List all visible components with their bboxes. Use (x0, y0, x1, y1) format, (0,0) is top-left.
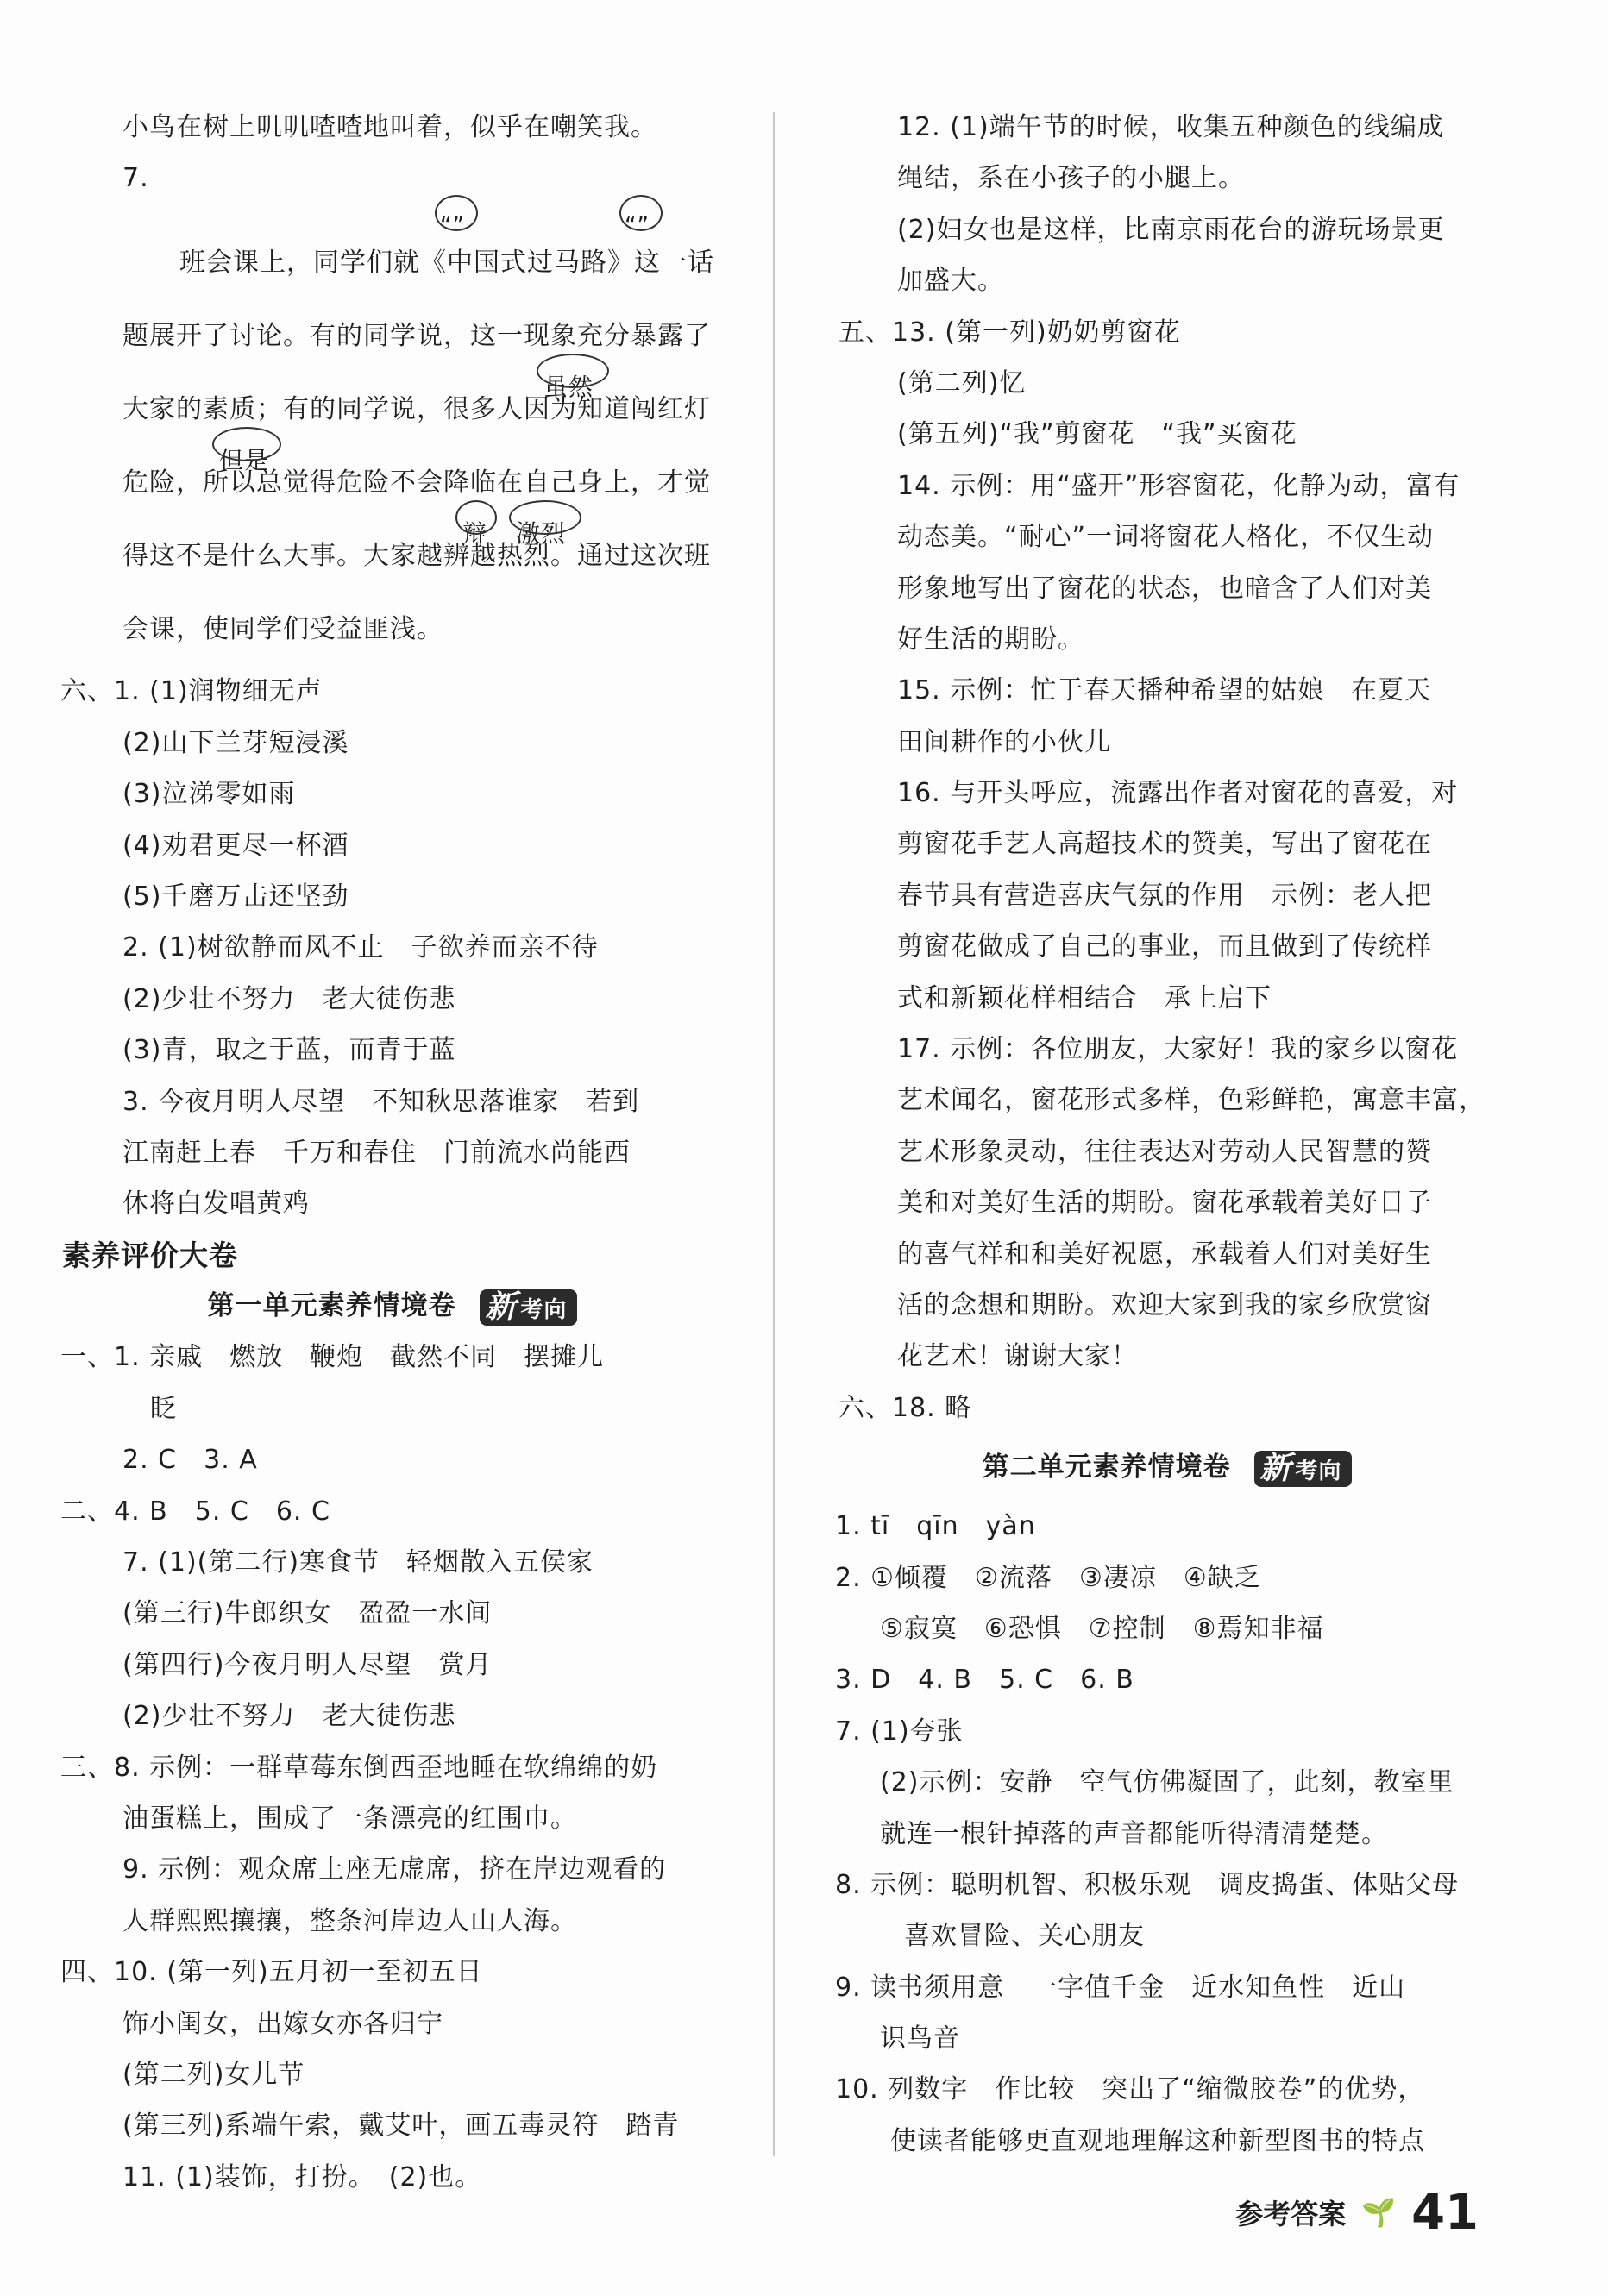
line-r7: 14. 示例：用“盛开”形容窗花，化静为动，富有 (897, 470, 1460, 501)
left-column (60, 102, 725, 2203)
quote-ring-2 (619, 195, 663, 231)
line-l6 (60, 519, 725, 593)
insert-bian: 辩 (462, 519, 488, 549)
page-number: 41 (1411, 2184, 1479, 2241)
line-l23: 2. C 3. A (122, 1445, 258, 1476)
unit1-heading (60, 1281, 725, 1332)
line-l37: 11. (1)装饰，打扮。 (2)也。 (122, 2161, 482, 2192)
line-l36: (第三列)系端午索，戴艾叶，画五毒灵符 踏青 (122, 2111, 680, 2142)
line-r12: 田间耕作的小伙儿 (897, 726, 1111, 757)
line-r2: (2)妇女也是这样，比南京雨花台的游玩场景更 (897, 214, 1445, 245)
unit2-title: 第二单元素养情境卷 (982, 1452, 1231, 1484)
line-l25: 7. (1)(第二行)寒食节 轻烟散入五侯家 (122, 1547, 594, 1578)
line-r21: 美和对美好生活的期盼。窗花承载着美好日子 (897, 1188, 1432, 1219)
line-r6: (第五列)“我”剪窗花 “我”买窗花 (897, 419, 1297, 450)
line-l28: (2)少壮不努力 老大徒伤悲 (122, 1701, 456, 1732)
line-l24: 二、4. B 5. C 6. C (60, 1496, 330, 1527)
sprout-icon: 🌱 (1361, 2196, 1397, 2229)
insert-suiran-ring (537, 354, 609, 388)
badge-small-1: 考向 (520, 1296, 568, 1323)
line-r11: 15. 示例：忙于春天播种希望的姑娘 在夏天 (897, 675, 1432, 706)
line-l11: (4)劝君更尽一杯酒 (122, 830, 349, 861)
insert-danshi: 但是 (219, 446, 270, 475)
line-r22: 的喜气祥和和美好祝愿，承载着人们对美好生 (897, 1239, 1432, 1270)
line-r33: 就连一根针掉落的声音都能听得清清楚楚。 (880, 1818, 1388, 1849)
line-r9: 形象地写出了窗花的状态，也暗含了人们对美 (897, 573, 1432, 604)
line-r4: 五、13. (第一列)奶奶剪窗花 (839, 317, 1181, 348)
line-l14: (2)少壮不努力 老大徒伤悲 (122, 983, 456, 1014)
line-r24: 花艺术！谢谢大家！ (897, 1341, 1138, 1372)
line-l32: 人群熙熙攘攘，整条河岸边人山人海。 (122, 1905, 577, 1936)
badge-big-2: 新 (1259, 1450, 1292, 1486)
section-heading: 素养评价大卷 (62, 1238, 238, 1272)
line-r10: 好生活的期盼。 (897, 624, 1084, 655)
badge-small-2: 考向 (1295, 1458, 1342, 1484)
line-l0: 小鸟在树上叽叽喳喳地叫着，似乎在嘲笑我。 (122, 112, 657, 142)
column-divider (773, 112, 775, 2156)
line-r8: 动态美。“耐心”一词将窗花人格化，不仅生动 (897, 522, 1435, 553)
line-l4 (60, 373, 725, 446)
quote-ring-1 (435, 195, 478, 231)
line-l30: 油蛋糕上，围成了一条漂亮的红围巾。 (122, 1803, 577, 1834)
unit2-heading (835, 1433, 1499, 1501)
proofread-paragraph-line: 班会课上，同学们就《中国式过马路》这一话 (179, 248, 714, 279)
new-exam-badge-1 (480, 1289, 577, 1326)
new-exam-badge-2 (1254, 1451, 1352, 1487)
unit1-title: 第一单元素养情境卷 (207, 1290, 456, 1322)
line-r29: ⑤寂寞 ⑥恐惧 ⑦控制 ⑧焉知非福 (880, 1613, 1324, 1644)
insert-jilie: 激烈 (516, 519, 567, 549)
line-l26: (第三行)牛郎织女 盈盈一水间 (122, 1598, 493, 1629)
line-r0: 12. (1)端午节的时候，收集五种颜色的线编成 (897, 112, 1444, 142)
line-l1: 7. (122, 163, 149, 194)
line-r25: 六、18. 略 (839, 1392, 972, 1423)
line-r23: 活的念想和期盼。欢迎大家到我的家乡欣赏窗 (897, 1289, 1432, 1321)
line-r35: 喜欢冒险、关心朋友 (904, 1921, 1145, 1952)
line-l12: (5)千磨万击还坚劲 (122, 881, 349, 912)
line-r13: 16. 与开头呼应，流露出作者对窗花的喜爱，对 (897, 778, 1459, 809)
quote-insert-mark-1: “” (440, 213, 465, 240)
line-l6-text: 得这不是什么大事。大家越辨越热烈。通过这次班 (122, 541, 711, 572)
line-l18: 休将白发唱黄鸡 (122, 1189, 310, 1220)
line-r15: 春节具有营造喜庆气氛的作用 示例：老人把 (897, 880, 1432, 911)
quote-insert-mark-2: “” (625, 213, 650, 240)
line-r36: 9. 读书须用意 一字值千金 近水知鱼性 近山 (835, 1972, 1406, 2003)
line-l3: 题展开了讨论。有的同学说，这一现象充分暴露了 (122, 321, 711, 352)
line-l35: (第二列)女儿节 (122, 2059, 305, 2090)
line-l16: 3. 今夜月明人尽望 不知秋思落谁家 若到 (122, 1086, 640, 1117)
line-l27: (第四行)今夜月明人尽望 赏月 (122, 1649, 493, 1680)
line-r37: 识鸟音 (880, 2023, 960, 2054)
line-r17: 式和新颖花样相结合 承上启下 (897, 982, 1272, 1013)
line-r39: 使读者能够更直观地理解这种新型图书的特点 (890, 2125, 1425, 2156)
line-l10: (3)泣涕零如雨 (122, 779, 296, 810)
line-r1: 绳结，系在小孩子的小腿上。 (897, 163, 1245, 194)
line-l21: 一、1. 亲戚 燃放 鞭炮 截然不同 摆摊儿 (60, 1342, 605, 1373)
badge-big-1: 新 (485, 1289, 518, 1325)
footer-label: 参考答案 (1235, 2198, 1347, 2230)
insert-danshi-ring (212, 427, 281, 461)
line-r18: 17. 示例：各位朋友，大家好！我的家乡以窗花 (897, 1034, 1459, 1065)
line-l31: 9. 示例：观众席上座无虚席，挤在岸边观看的 (122, 1854, 667, 1885)
page-footer (1235, 2182, 1479, 2243)
line-l22: 眨 (150, 1393, 177, 1424)
line-r38: 10. 列数字 作比较 突出了“缩微胶卷”的优势， (835, 2074, 1425, 2105)
insert-jilie-ring (509, 500, 581, 535)
insert-suiran: 虽然 (543, 373, 594, 402)
line-l8: 六、1. (1)润物细无声 (60, 676, 323, 707)
line-l7: 会课，使同学们受益匪浅。 (122, 614, 443, 645)
line-r5: (第二列)忆 (897, 367, 1027, 398)
line-l4-text: 大家的素质；有的同学说，很多人因为知道闯红灯 (122, 394, 711, 425)
line-r14: 剪窗花手艺人高超技术的赞美，写出了窗花在 (897, 829, 1432, 860)
line-l5 (60, 446, 725, 519)
line-r30: 3. D 4. B 5. C 6. B (835, 1665, 1134, 1696)
insert-bian-ring (455, 500, 497, 535)
line-r34: 8. 示例：聪明机智、积极乐观 调皮捣蛋、体贴父母 (835, 1869, 1460, 1900)
line-r20: 艺术形象灵动，往往表达对劳动人民智慧的赞 (897, 1136, 1432, 1167)
line-l33: 四、10. (第一列)五月初一至初五日 (60, 1957, 483, 1988)
line-l2 (60, 213, 725, 299)
line-l5-text: 危险，所以总觉得危险不会降临在自己身上，才觉 (122, 467, 711, 499)
line-r28: 2. ①倾覆 ②流落 ③凄凉 ④缺乏 (835, 1562, 1261, 1593)
line-l17: 江南赶上春 千万和春住 门前流水尚能西 (122, 1137, 631, 1168)
line-l9: (2)山下兰芽短浸溪 (122, 727, 349, 758)
line-r19: 艺术闻名，窗花形式多样，色彩鲜艳，寓意丰富， (897, 1085, 1486, 1116)
line-l34: 饰小闺女，出嫁女亦各归宁 (122, 2008, 443, 2039)
line-r3: 加盛大。 (897, 266, 1004, 297)
line-l15: (3)青，取之于蓝，而青于蓝 (122, 1035, 456, 1066)
line-r31: 7. (1)夸张 (835, 1716, 964, 1747)
right-column (835, 102, 1499, 2167)
line-l29: 三、8. 示例：一群草莓东倒西歪地睡在软绵绵的奶 (60, 1752, 658, 1783)
line-r32: (2)示例：安静 空气仿佛凝固了，此刻，教室里 (880, 1767, 1454, 1798)
line-l13: 2. (1)树欲静而风不止 子欲养而亲不待 (122, 932, 599, 963)
line-r16: 剪窗花做成了自己的事业，而且做到了传统样 (897, 932, 1432, 963)
line-r27: 1. tī qīn yàn (835, 1511, 1036, 1542)
